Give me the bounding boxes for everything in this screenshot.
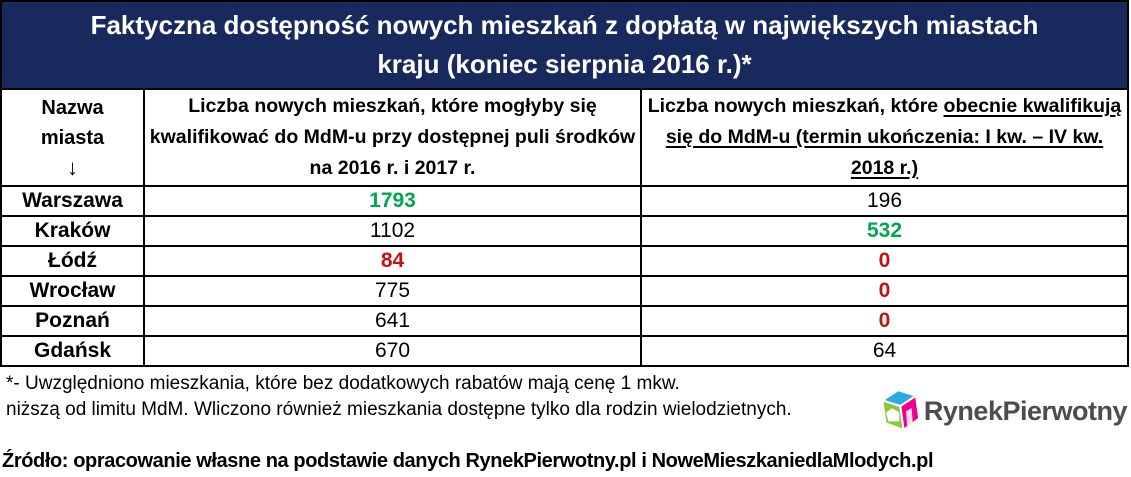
title-banner xyxy=(0,0,1129,88)
qualify-value: 0 xyxy=(641,306,1128,336)
logo-text: RynekPierwotny xyxy=(923,395,1127,426)
available-value: 1793 xyxy=(144,186,641,216)
city-name: Warszawa xyxy=(1,186,144,216)
table-row xyxy=(1,186,1128,216)
source-line: Źródło: opracowanie własne na podstawie danych RynekPierwotny.pl i NoweMieszkaniedlaMlodych.pl xyxy=(2,450,934,472)
qualify-value: 0 xyxy=(641,276,1128,306)
city-name: Wrocław xyxy=(1,276,144,306)
column-header-qualify xyxy=(641,89,1128,186)
cube-house-icon xyxy=(880,388,922,434)
table-row xyxy=(1,276,1128,306)
table-row xyxy=(1,246,1128,276)
city-header-line2: miasta xyxy=(40,126,105,149)
table-row xyxy=(1,336,1128,366)
qualify-header-normal: Liczba nowych mieszkań, które xyxy=(647,95,944,117)
column-header-city xyxy=(1,89,144,186)
available-value: 641 xyxy=(144,306,641,336)
qualify-value: 196 xyxy=(641,186,1128,216)
availability-table xyxy=(0,88,1129,367)
table-row xyxy=(1,306,1128,336)
footnote-line2: niższą od limitu MdM. Wliczono również mieszkania dostępne tylko dla rodzin wielodzietnych. xyxy=(6,399,792,420)
available-value: 84 xyxy=(144,246,641,276)
header-row xyxy=(1,89,1128,186)
down-arrow-icon: ↓ xyxy=(67,154,78,180)
available-value: 1102 xyxy=(144,216,641,246)
city-name: Kraków xyxy=(1,216,144,246)
qualify-value: 64 xyxy=(641,336,1128,366)
table-row xyxy=(1,216,1128,246)
city-name: Gdańsk xyxy=(1,336,144,366)
page-title: Faktyczna dostępność nowych mieszkań z dopłatą w największych miastach kraju (koniec sierpnia 2016 r.)* xyxy=(90,10,1039,79)
available-value: 775 xyxy=(144,276,641,306)
column-header-available: Liczba nowych mieszkań, które mogłyby się kwalifikować do MdM-u przy dostępnej puli środków na 2016 r. i 2017 r. xyxy=(144,89,641,186)
footnote-line1: *- Uwzględniono mieszkania, które bez dodatkowych rabatów mają cenę 1 mkw. xyxy=(6,373,680,394)
rynekpierwotny-logo xyxy=(880,388,1127,434)
city-name: Poznań xyxy=(1,306,144,336)
qualify-header-underlined: obecnie kwalifikują się do MdM-u (termin ukończenia: I kw. – IV kw. 2018 r.) xyxy=(665,95,1122,179)
city-name: Łódź xyxy=(1,246,144,276)
qualify-value: 532 xyxy=(641,216,1128,246)
available-value: 670 xyxy=(144,336,641,366)
city-header-line1: Nazwa xyxy=(41,96,104,119)
qualify-value: 0 xyxy=(641,246,1128,276)
footnote xyxy=(6,371,906,423)
